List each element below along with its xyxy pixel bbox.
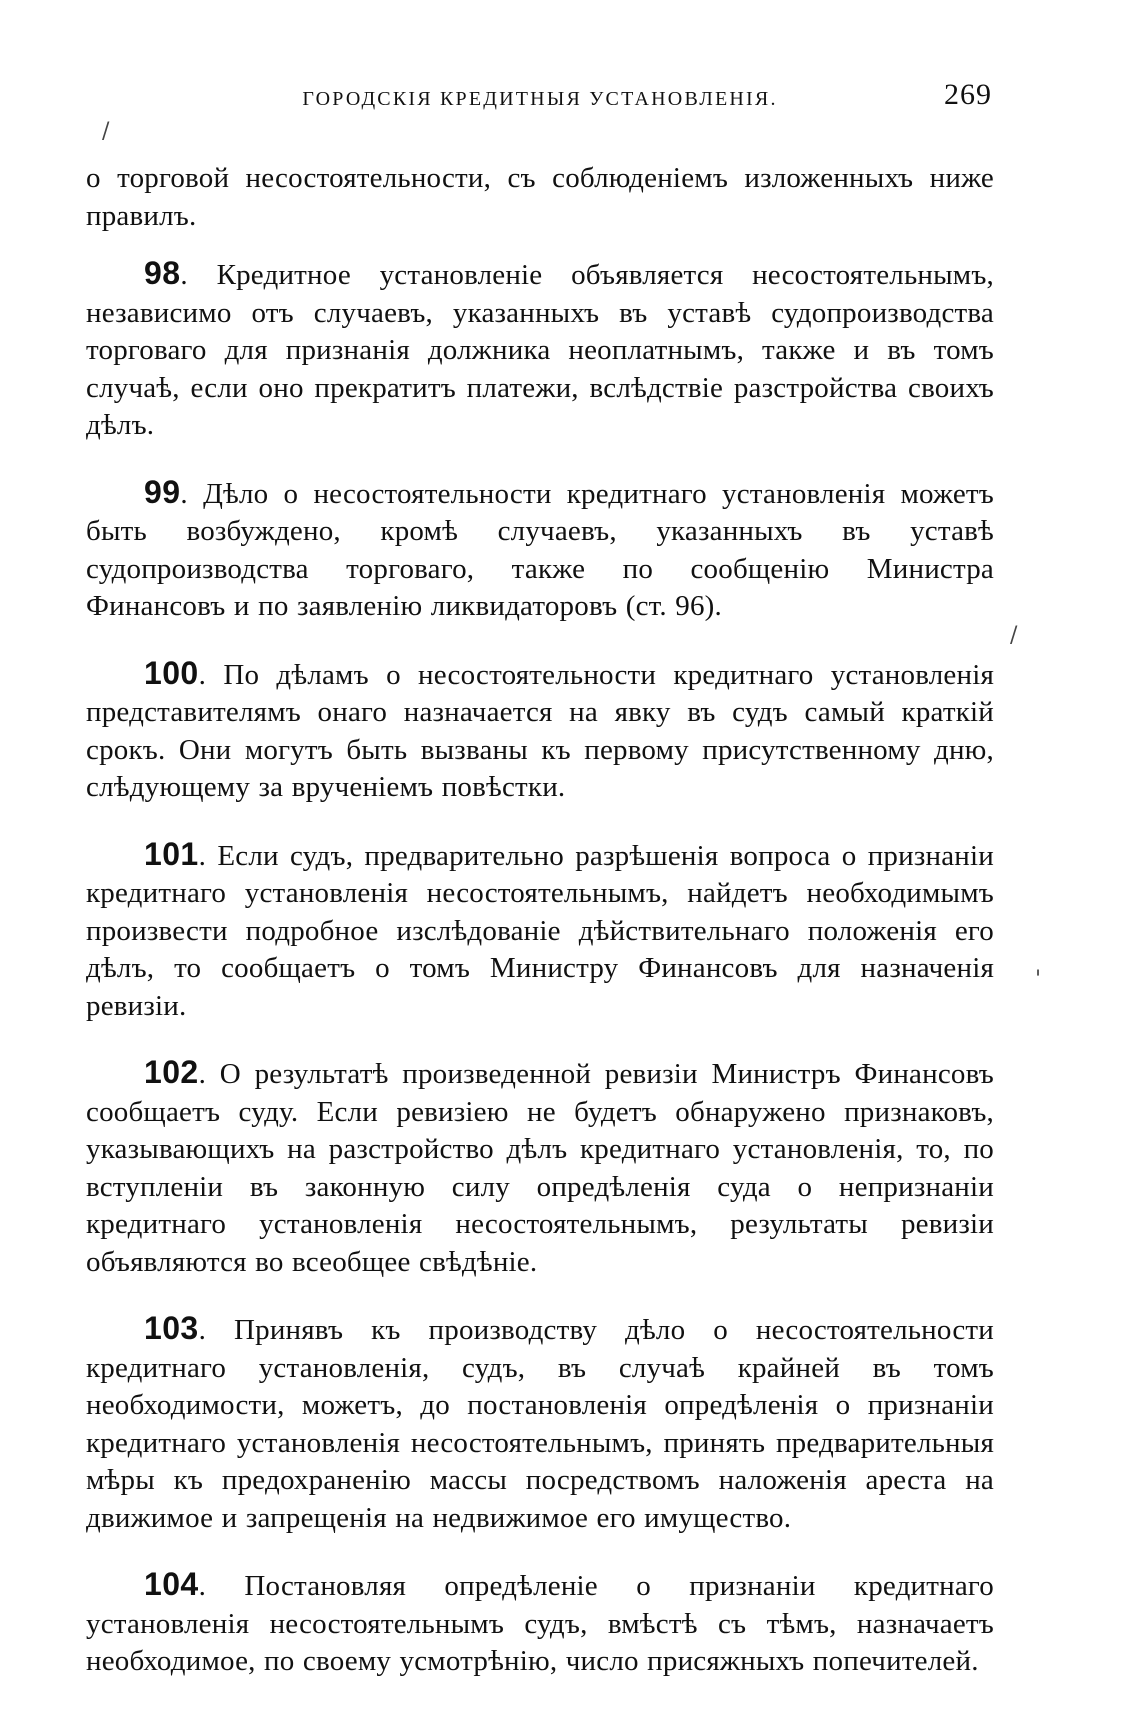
article-101 <box>86 836 994 1026</box>
margin-mark: / <box>102 119 110 144</box>
continued-paragraph: о торговой несостоятельности, съ соблюденіемъ изложенныхъ ниже правилъ. <box>86 162 994 232</box>
article-number: 100 <box>144 654 199 691</box>
article-99 <box>86 474 994 626</box>
article-98 <box>86 255 994 445</box>
article-number-period: . <box>198 1314 234 1346</box>
article-number: 104 <box>144 1566 199 1602</box>
article-number-period: . <box>180 477 204 510</box>
article-102 <box>86 1054 994 1281</box>
article-number-period: . <box>198 1570 245 1602</box>
article-number-period: . <box>198 839 218 872</box>
article-number-period: . <box>180 259 217 291</box>
article-text: Кредитное установленіе объявляется несостоятельнымъ, независимо отъ случаевъ, указанныхъ въ уставѣ судопроизводства торговаго для признанія должника неоплатнымъ, также и въ томъ случаѣ, если оно прекратитъ платежи, вслѣдствіе разстройства своихъ дѣлъ. <box>86 259 994 441</box>
article-number: 98 <box>144 255 181 291</box>
article-100 <box>86 655 994 807</box>
running-title: ГОРОДСКІЯ КРЕДИТНЫЯ УСТАНОВЛЕНІЯ. <box>302 88 778 110</box>
article-text: О результатѣ произведенной ревизіи Министръ Финансовъ сообщаетъ суду. Если ревизіею не будетъ обнаружено признаковъ, указывающихъ на разстройство дѣлъ кредитнаго установленія, то, по вступленіи въ законную силу опредѣленія суда о непризнаніи кредитнаго установленія несостоятельнымъ, результаты ревизіи объявляются во всеобщее свѣдѣніе. <box>86 1058 994 1278</box>
article-number-period: . <box>198 1058 220 1090</box>
article-103 <box>86 1310 994 1537</box>
article-number-period: . <box>198 658 224 691</box>
article-number: 101 <box>144 835 199 872</box>
article-text: Дѣло о несостоятельности кредитнаго установленія можетъ быть возбуждено, кромѣ случаевъ, указанныхъ въ уставѣ судопроизводства торговаго, также по сообщенію Министра Финансовъ и по заявленію ликвидаторовъ (ст. 96). <box>86 477 995 622</box>
margin-mark: / <box>1010 623 1018 648</box>
document-page <box>86 70 994 1710</box>
page-number: 269 <box>944 78 992 111</box>
article-text: Если судъ, предварительно разрѣшенія вопроса о признаніи кредитнаго установленія несостоятельнымъ, найдетъ необходимымъ произвести подробное изслѣдованіе дѣйствительнаго положенія его дѣлъ, то сообщаетъ о томъ Министру Финансовъ для назначенія ревизіи. <box>86 839 994 1022</box>
article-number: 103 <box>144 1310 199 1346</box>
running-header <box>86 70 994 126</box>
article-text: Принявъ къ производству дѣло о несостоятельности кредитнаго установленія, судъ, въ случаѣ крайней въ томъ необходимости, можетъ, до постановленія опредѣленія о признаніи кредитнаго установленія несостоятельнымъ, принять предварительныя мѣры къ предохраненію массы посредствомъ наложенія ареста на движимое и запрещенія на недвижимое его имущество. <box>86 1314 994 1534</box>
margin-mark: ' <box>1035 967 1042 992</box>
article-text: Постановляя опредѣленіе о признаніи кредитнаго установленія несостоятельнымъ судъ, вмѣстѣ съ тѣмъ, назначаетъ необходимое, по своему усмотрѣнію, число присяжныхъ попечителей. <box>86 1570 994 1677</box>
article-number: 99 <box>144 473 181 510</box>
article-104 <box>86 1566 994 1681</box>
article-text: По дѣламъ о несостоятельности кредитнаго установленія представителямъ онаго назначается на явку въ судъ самый краткій срокъ. Они могутъ быть вызваны къ первому присутственному дню, слѣдующему за врученіемъ повѣстки. <box>86 658 994 803</box>
article-number: 102 <box>144 1054 199 1090</box>
body-text <box>86 160 994 1681</box>
